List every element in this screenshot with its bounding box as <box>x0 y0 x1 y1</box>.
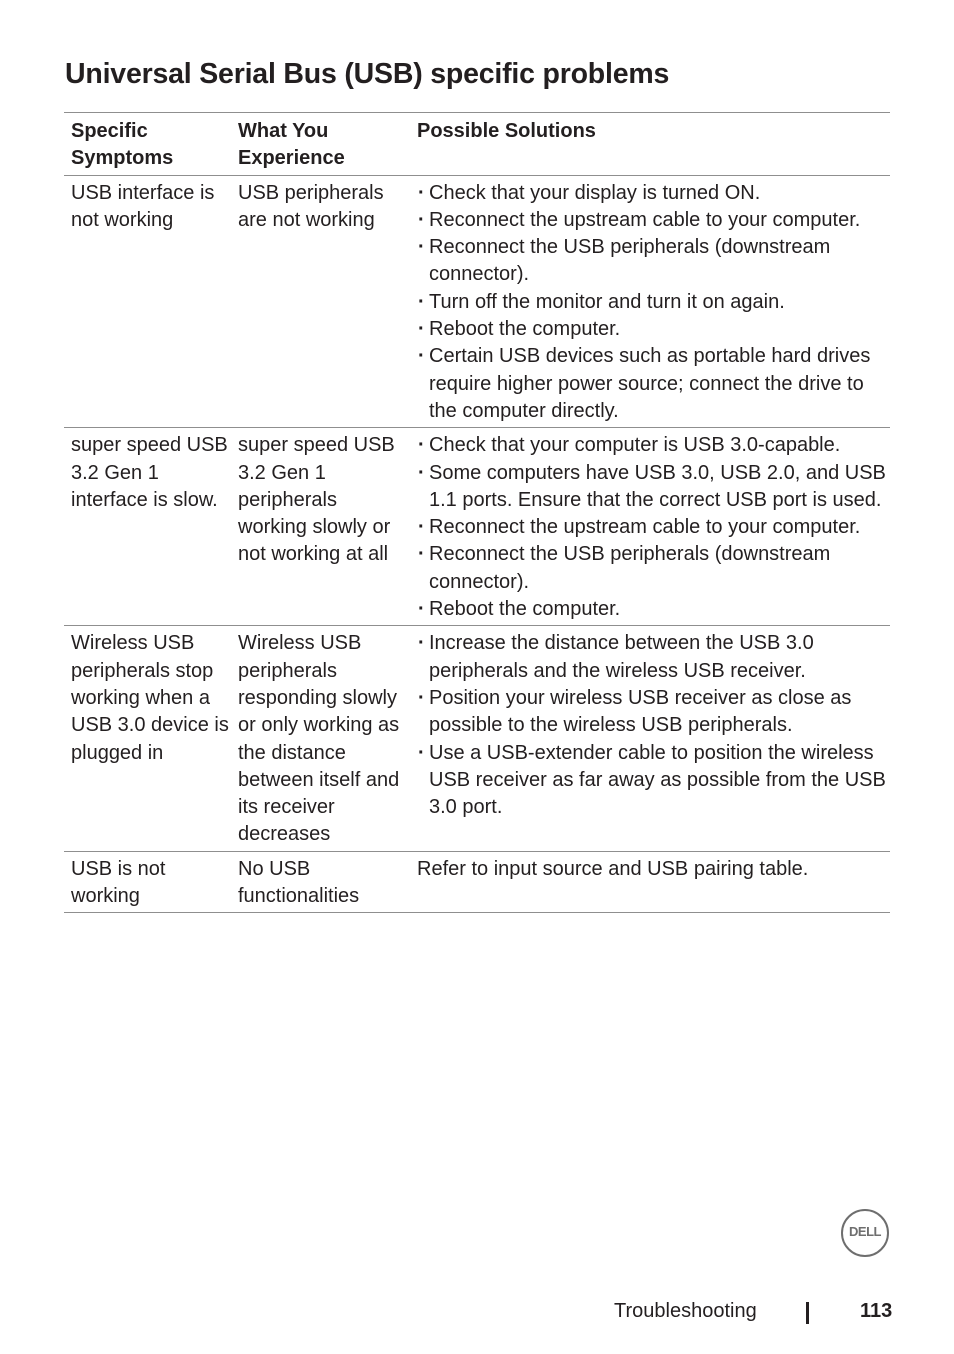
solution-item: · Reconnect the upstream cable to your computer. <box>417 207 890 234</box>
solution-item: · Some computers have USB 3.0, USB 2.0, and USB 1.1 ports. Ensure that the correct USB port is used. <box>417 460 890 515</box>
symptom-cell: USB is not working <box>71 857 166 908</box>
solution-item: · Check that your computer is USB 3.0-capable. <box>417 432 890 459</box>
dell-logo <box>841 1209 889 1257</box>
solution-item: · Use a USB-extender cable to position the wireless USB receiver as far away as possible from the USB 3.0 port. <box>417 740 890 822</box>
solutions-cell <box>411 428 890 625</box>
solution-item: · Reconnect the USB peripherals (downstream connector). <box>417 234 890 289</box>
solutions-cell <box>411 626 890 850</box>
table-row <box>64 852 890 914</box>
header-specific-symptoms: Specific Symptoms <box>71 120 174 170</box>
page-title: Universal Serial Bus (USB) specific problems <box>65 58 670 90</box>
symptom-cell: Wireless USB peripherals stop working when a USB 3.0 device is plugged in <box>71 632 229 764</box>
footer-divider <box>806 1302 809 1324</box>
solution-item: · Turn off the monitor and turn it on again. <box>417 289 890 316</box>
table-row <box>64 626 890 851</box>
symptom-cell: USB interface is not working <box>71 181 215 231</box>
usb-problems-table <box>64 112 890 913</box>
solution-item: · Increase the distance between the USB 3.0 peripherals and the wireless USB receiver. <box>417 630 890 685</box>
solution-item: · Reconnect the USB peripherals (downstream connector). <box>417 541 890 596</box>
table-row <box>64 176 890 429</box>
solutions-cell: Refer to input source and USB pairing table. <box>417 857 809 880</box>
header-what-you-experience: What You Experience <box>238 120 345 170</box>
solutions-list <box>417 180 890 426</box>
symptom-cell: super speed USB 3.2 Gen 1 interface is slow. <box>71 434 228 511</box>
solution-item: · Reboot the computer. <box>417 316 890 343</box>
table-header-row <box>64 113 890 176</box>
experience-cell: Wireless USB peripherals responding slowly or only working as the distance between itself and its receiver decreases <box>238 632 400 846</box>
experience-cell: No USB functionalities <box>238 857 360 908</box>
experience-cell: super speed USB 3.2 Gen 1 peripherals working slowly or not working at all <box>238 434 395 566</box>
solution-item: · Position your wireless USB receiver as close as possible to the wireless USB peripherals. <box>417 685 890 740</box>
solutions-list <box>417 432 890 623</box>
solution-item: · Reboot the computer. <box>417 596 890 623</box>
page-number: 113 <box>860 1300 893 1322</box>
dell-logo-text: DELL <box>849 1224 881 1239</box>
footer-section-name: Troubleshooting <box>614 1300 757 1322</box>
solution-item: · Reconnect the upstream cable to your computer. <box>417 514 890 541</box>
table-row <box>64 428 890 626</box>
header-possible-solutions: Possible Solutions <box>417 120 596 142</box>
solution-item: · Certain USB devices such as portable hard drives require higher power source; connect the drive to the computer directly. <box>417 343 890 425</box>
solutions-cell <box>411 176 890 428</box>
solution-item: · Check that your display is turned ON. <box>417 180 890 207</box>
solutions-list <box>417 630 890 821</box>
experience-cell: USB peripherals are not working <box>238 181 384 231</box>
